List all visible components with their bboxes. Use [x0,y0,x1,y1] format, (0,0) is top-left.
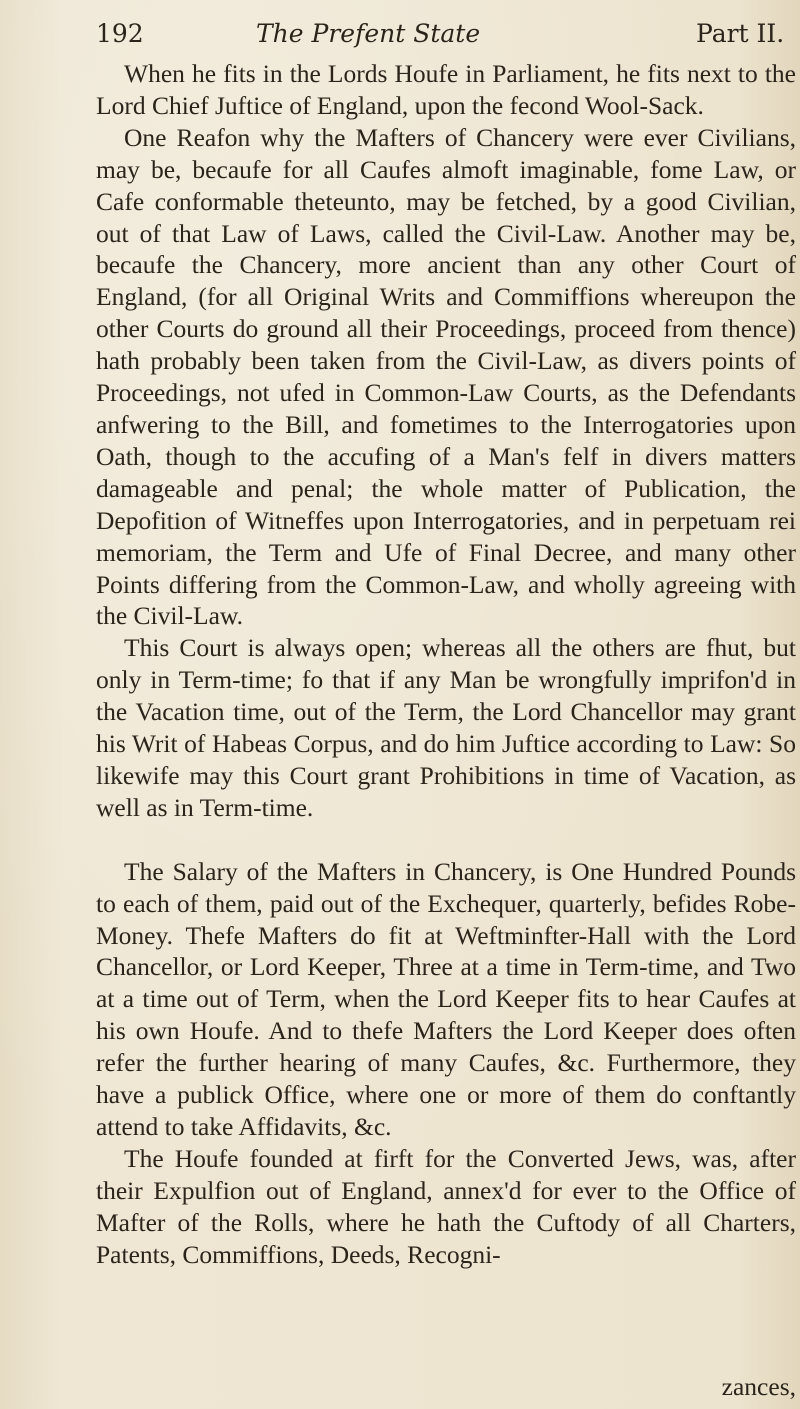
paragraph: When he fits in the Lords Houfe in Parliament, he fits next to the Lord Chief Juftice of England, upon the fecond Wool-Sack. [96,59,796,120]
catchword: zances, [721,1372,796,1401]
paragraph: The Houfe founded at firft for the Converted Jews, was, after their Expulfion out of England, annex'd for ever to the Office of Mafter of the Rolls, where he hath the Cuftody of all Charters, Patents, Commiffions, Deeds, Recogni- [96,1143,796,1269]
running-header [96,14,796,54]
part-label: Part II. [696,19,785,48]
page-number: 192 [96,19,144,48]
paragraph: The Salary of the Mafters in Chancery, is One Hundred Pounds to each of them, paid out of the Exchequer, quarterly, befides Robe-Money. Thefe Mafters do fit at Weftminfter-Hall with the Lord Chancellor, or Lord Keeper, Three at a time in Term-time, and Two at a time out of Term, when the Lord Keeper fits to hear Caufes at his own Houfe. And to thefe Mafters the Lord Keeper does often refer the further hearing of many Caufes, &c. Furthermore, they have a publick Office, where one or more of them do conftantly attend to take Affidavits, &c. [96,856,796,1141]
body-text [96,58,796,1271]
running-title: The Prefent State [256,19,481,48]
paragraph: One Reafon why the Mafters of Chancery were ever Civilians, may be, becaufe for all Caufes almoft imaginable, fome Law, or Cafe conformable theteunto, may be fetched, by a good Civilian, out of that Law of Laws, called the Civil-Law. Another may be, becaufe the Chancery, more ancient than any other Court of England, (for all Original Writs and Commiffions whereupon the other Courts do ground all their Proceedings, proceed from thence) hath probably been taken from the Civil-Law, as divers points of Proceedings, not ufed in Common-Law Courts, as the Defendants anfwering to the Bill, and fometimes to the Interrogatories upon Oath, though to the accufing of a Man's felf in divers matters damageable and penal; the whole matter of Publication, the Depofition of Witneffes upon Interrogatories, and in perpetuam rei memoriam, the Term and Ufe of Final Decree, and many other Points differing from the Common-Law, and wholly agreeing with the Civil-Law. [96,122,796,631]
paragraph: This Court is always open; whereas all the others are fhut, but only in Term-time; fo that if any Man be wrongfully imprifon'd in the Vacation time, out of the Term, the Lord Chancellor may grant his Writ of Habeas Corpus, and do him Juftice according to Law: So likewife may this Court grant Prohibitions in time of Vacation, as well as in Term-time. [96,633,796,822]
